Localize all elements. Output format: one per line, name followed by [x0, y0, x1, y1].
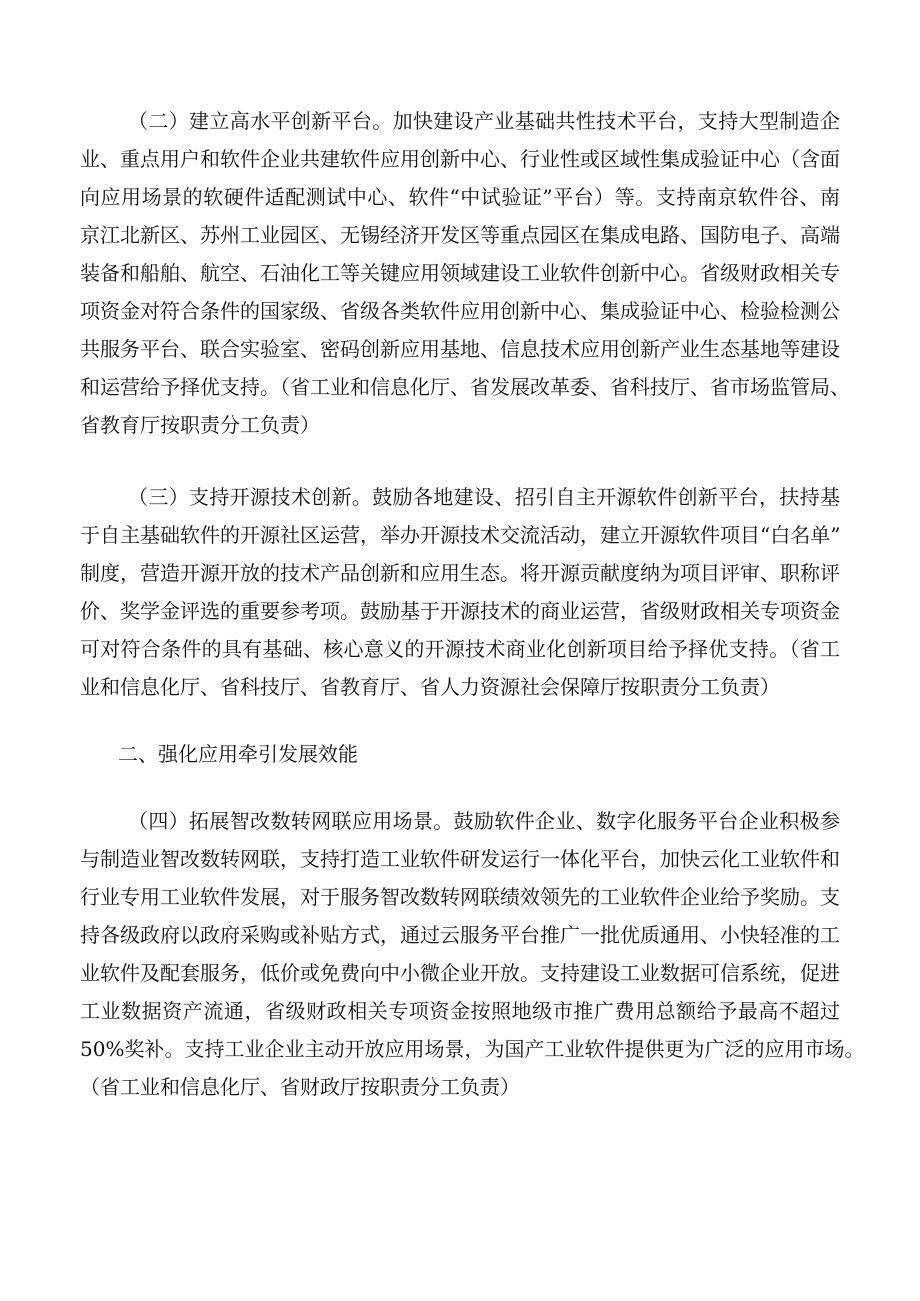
paragraph-3-line-6: 业和信息化厅、省科技厅、省教育厅、省人力资源社会保障厅按职责分工负责）	[80, 675, 780, 699]
paragraph-3-line-5: 可对符合条件的具有基础、核心意义的开源技术商业化创新项目给予择优支持。（省工	[80, 637, 840, 661]
paragraph-4-line-5: 业软件及配套服务，低价或免费向中小微企业开放。支持建设工业数据可信系统，促进	[80, 961, 840, 985]
paragraph-3-line-4: 价、奖学金评选的重要参考项。鼓励基于开源技术的商业运营，省级财政相关专项资金	[80, 599, 840, 623]
paragraph-2-line-8: 和运营给予择优支持。（省工业和信息化厅、省发展改革委、省科技厅、省市场监管局、	[80, 375, 850, 399]
paragraph-2-line-1: （二）建立高水平创新平台。加快建设产业基础共性技术平台，支持大型制造企	[128, 109, 840, 133]
paragraph-2-line-5: 装备和船舶、航空、石油化工等关键应用领域建设工业软件创新中心。省级财政相关专	[80, 261, 840, 285]
paragraph-4-line-8: （省工业和信息化厅、省财政厅按职责分工负责）	[80, 1075, 520, 1099]
paragraph-4-line-2: 与制造业智改数转网联，支持打造工业软件研发运行一体化平台，加快云化工业软件和	[80, 847, 840, 871]
paragraph-2-line-3: 向应用场景的软硬件适配测试中心、软件“中试验证”平台）等。支持南京软件谷、南	[80, 185, 840, 209]
paragraph-2-line-2: 业、重点用户和软件企业共建软件应用创新中心、行业性或区域性集成验证中心（含面	[80, 147, 840, 171]
paragraph-2-line-6: 项资金对符合条件的国家级、省级各类软件应用创新中心、集成验证中心、检验检测公	[80, 299, 840, 323]
paragraph-4-line-1: （四）拓展智改数转网联应用场景。鼓励软件企业、数字化服务平台企业积极参	[128, 809, 840, 833]
paragraph-4-line-6: 工业数据资产流通，省级财政相关专项资金按照地级市推广费用总额给予最高不超过	[80, 999, 840, 1023]
paragraph-4-line-7: 50%奖补。支持工业企业主动开放应用场景，为国产工业软件提供更为广泛的应用市场。	[80, 1037, 865, 1061]
paragraph-3-line-2: 于自主基础软件的开源社区运营，举办开源技术交流活动，建立开源软件项目“白名单”	[80, 523, 841, 547]
paragraph-4-line-3: 行业专用工业软件发展，对于服务智改数转网联绩效领先的工业软件企业给予奖励。支	[80, 885, 840, 909]
paragraph-2-line-7: 共服务平台、联合实验室、密码创新应用基地、信息技术应用创新产业生态基地等建设	[80, 337, 840, 361]
section-heading: 二、强化应用牵引发展效能	[118, 742, 358, 766]
paragraph-2-line-9: 省教育厅按职责分工负责）	[80, 413, 320, 437]
paragraph-2-line-4: 京江北新区、苏州工业园区、无锡经济开发区等重点园区在集成电路、国防电子、高端	[80, 223, 840, 247]
paragraph-3-line-1: （三）支持开源技术创新。鼓励各地建设、招引自主开源软件创新平台，扶持基	[128, 485, 840, 509]
paragraph-3-line-3: 制度，营造开源开放的技术产品创新和应用生态。将开源贡献度纳为项目评审、职称评	[80, 561, 840, 585]
paragraph-4-line-4: 持各级政府以政府采购或补贴方式，通过云服务平台推广一批优质通用、小快轻准的工	[80, 923, 840, 947]
